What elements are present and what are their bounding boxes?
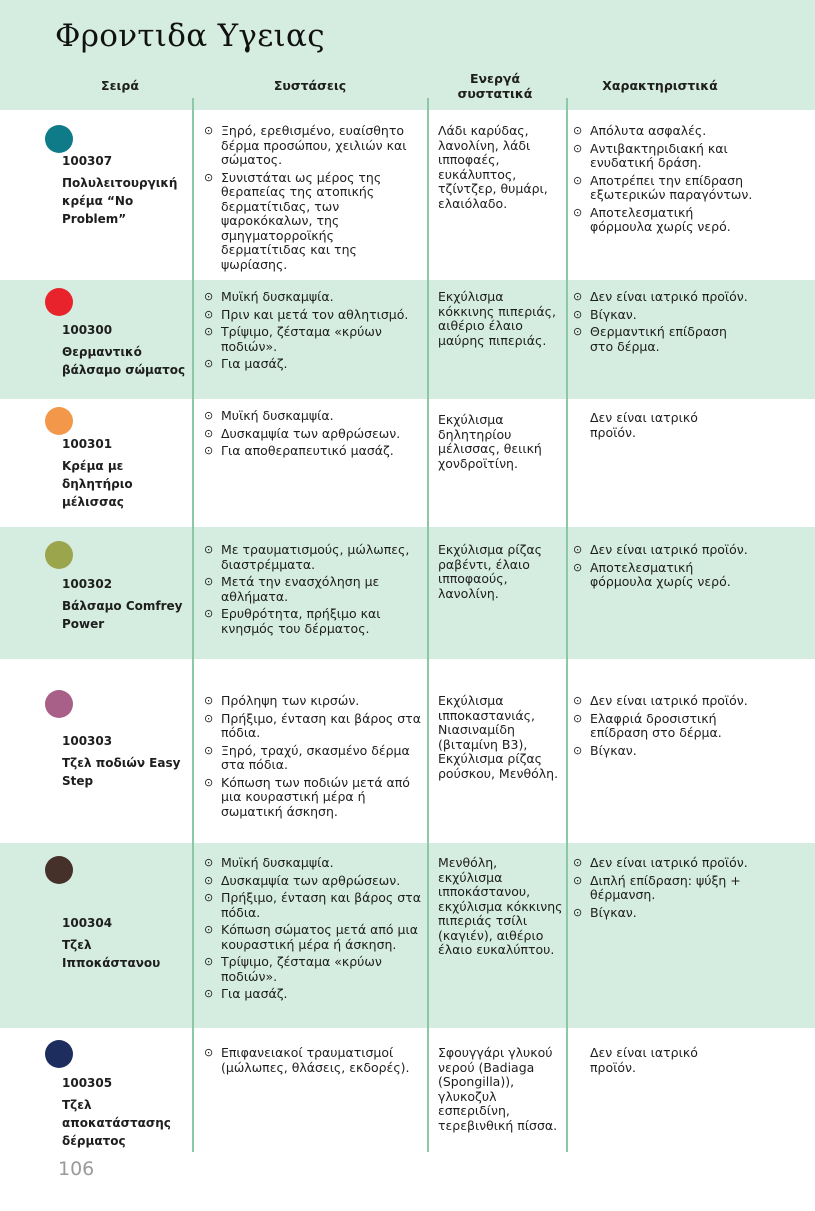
- recommendation-text: Επιφανειακοί τραυματισμοί (μώλωπες, θλάσεις, εκδορές).: [221, 1045, 410, 1075]
- list-item: [573, 174, 753, 203]
- recommendation-text: Ξηρό, τραχύ, σκασμένο δέρμα στα πόδια.: [221, 742, 410, 772]
- bullet-icon: ⊙: [573, 856, 583, 869]
- list-item: [573, 712, 753, 741]
- list-item: [573, 290, 753, 305]
- list-item: [204, 308, 422, 323]
- bullet-icon: ⊙: [204, 543, 214, 556]
- recommendations-list: [204, 543, 422, 639]
- list-item: [204, 357, 422, 372]
- list-item: [204, 856, 422, 871]
- recommendation-text: Συνιστάται ως μέρος της θεραπείας της ατοπικής δερματίτιδας, των ψαροκόκαλων, της σμηγματορροϊκής δερματίτιδας και της ψωρίασης.: [221, 169, 382, 272]
- list-item: [573, 543, 753, 558]
- bullet-icon: ⊙: [573, 205, 583, 219]
- features-list: [573, 543, 753, 593]
- color-swatch: [45, 541, 73, 569]
- list-item: [204, 712, 422, 741]
- list-item: [573, 856, 753, 871]
- feature-text: Βίγκαν.: [590, 306, 637, 322]
- recommendation-text: Πρήξιμο, ένταση και βάρος στα πόδια.: [221, 890, 421, 920]
- recommendations-list: [204, 1046, 422, 1078]
- active-ingredients: Σφουγγάρι γλυκού νερού (Badiaga (Spongilla)), γλυκοζυλ εσπεριδίνη, τερεβινθική πίσσα.: [438, 1045, 558, 1133]
- list-item: [573, 142, 753, 171]
- list-item: [204, 874, 422, 889]
- color-swatch: [45, 856, 73, 884]
- list-item: [204, 543, 422, 572]
- feature-text: Απόλυτα ασφαλές.: [590, 123, 707, 138]
- column-header-recommendations: Συστάσεις: [273, 78, 347, 93]
- color-swatch: [45, 1040, 73, 1068]
- recommendation-text: Κόπωση σώματος μετά από μια κουραστική μέρα ή άσκηση.: [221, 922, 418, 952]
- list-item: [204, 776, 422, 820]
- color-swatch: [45, 690, 73, 718]
- recommendation-text: Για μασάζ.: [221, 356, 288, 371]
- features-list: [573, 856, 753, 923]
- list-item: [204, 607, 422, 636]
- feature-text: Αποτελεσματική φόρμουλα χωρίς νερό.: [590, 559, 731, 589]
- list-item: [204, 955, 422, 984]
- active-ingredients: Εκχύλισμα ιπποκαστανιάς, Νιασιναμίδη (βιταμίνη B3), Εκχύλισμα ρίζας ρούσκου, Μενθόλη.: [438, 693, 559, 781]
- table-row: [0, 399, 815, 527]
- bullet-icon: ⊙: [573, 124, 583, 137]
- page-number: 106: [58, 1158, 95, 1180]
- list-item: [204, 694, 422, 709]
- color-swatch: [45, 407, 73, 435]
- recommendations-list: [204, 694, 422, 822]
- table-row: [0, 527, 815, 659]
- header-band: [0, 0, 815, 110]
- feature-text: Βίγκαν.: [590, 742, 637, 758]
- bullet-icon: ⊙: [204, 607, 214, 620]
- column-header-ingredients: Ενεργά συστατικά: [457, 71, 533, 101]
- recommendation-text: Τρίψιμο, ζέσταμα «κρύων ποδιών».: [221, 324, 382, 354]
- table-row: [0, 1028, 815, 1152]
- features-list: [573, 290, 753, 357]
- bullet-icon: ⊙: [204, 891, 214, 904]
- list-item: [573, 874, 753, 903]
- list-item: [573, 694, 753, 709]
- product-name: Τζελ Ιπποκάστανου: [62, 938, 161, 970]
- bullet-icon: ⊙: [573, 307, 583, 321]
- bullet-icon: ⊙: [204, 955, 214, 968]
- list-item: [204, 744, 422, 773]
- recommendation-text: Μυϊκή δυσκαμψία.: [221, 289, 334, 304]
- bullet-icon: ⊙: [204, 290, 214, 303]
- bullet-icon: ⊙: [204, 444, 214, 457]
- recommendation-text: Για μασάζ.: [221, 986, 288, 1001]
- bullet-icon: ⊙: [204, 923, 214, 936]
- recommendations-list: [204, 409, 422, 462]
- bullet-icon: ⊙: [573, 743, 583, 757]
- bullet-icon: ⊙: [573, 543, 583, 556]
- bullet-icon: ⊙: [204, 775, 214, 789]
- recommendation-text: Κόπωση των ποδιών μετά από μια κουραστική μέρα ή σωματική άσκηση.: [221, 774, 410, 819]
- bullet-icon: ⊙: [573, 141, 583, 155]
- bullet-icon: ⊙: [204, 987, 214, 1000]
- list-item: [204, 923, 422, 952]
- list-item: [573, 561, 753, 590]
- active-ingredients: Εκχύλισμα κόκκινης πιπεριάς, αιθέριο έλαιο μαύρης πιπεριάς.: [438, 289, 556, 348]
- product-code: 100300: [62, 323, 113, 337]
- list-item: [204, 427, 422, 442]
- product-code: 100301: [62, 437, 113, 451]
- bullet-icon: ⊙: [204, 124, 214, 137]
- recommendation-text: Τρίψιμο, ζέσταμα «κρύων ποδιών».: [221, 954, 382, 984]
- color-swatch: [45, 125, 73, 153]
- product-code: 100304: [62, 916, 113, 930]
- list-item: [204, 124, 422, 168]
- product-code: 100307: [62, 154, 113, 168]
- table-row: [0, 843, 815, 1028]
- bullet-icon: ⊙: [573, 290, 583, 303]
- list-item: [573, 124, 753, 139]
- column-header-features: Χαρακτηριστικά: [602, 78, 718, 93]
- bullet-icon: ⊙: [204, 426, 214, 440]
- recommendation-text: Ξηρό, ερεθισμένο, ευαίσθητο δέρμα προσώπου, χειλιών και σώματος.: [221, 123, 407, 167]
- bullet-icon: ⊙: [204, 694, 214, 707]
- bullet-icon: ⊙: [204, 409, 214, 422]
- color-swatch: [45, 288, 73, 316]
- product-name: Κρέμα με δηλητήριο μέλισσας: [62, 459, 133, 509]
- bullet-icon: ⊙: [573, 711, 583, 725]
- table-row: [0, 280, 815, 399]
- feature-text: Δεν είναι ιατρικό προϊόν.: [590, 1045, 698, 1075]
- product-name: Τζελ ποδιών Easy Step: [62, 756, 181, 788]
- feature-text: Αποτρέπει την επίδραση εξωτερικών παραγόντων.: [590, 172, 753, 202]
- column-header-series: Σειρά: [101, 78, 139, 93]
- recommendation-text: Μυϊκή δυσκαμψία.: [221, 855, 334, 870]
- feature-text: Δεν είναι ιατρικό προϊόν.: [590, 542, 748, 557]
- bullet-icon: ⊙: [573, 173, 583, 187]
- list-item: [573, 206, 753, 235]
- bullet-icon: ⊙: [204, 743, 214, 757]
- list-item: [573, 906, 753, 921]
- features-list: [573, 124, 753, 238]
- feature-text: Αποτελεσματική φόρμουλα χωρίς νερό.: [590, 204, 731, 234]
- list-item: [204, 891, 422, 920]
- bullet-icon: ⊙: [204, 357, 214, 370]
- table-row: [0, 659, 815, 843]
- feature-text: Αντιβακτηριδιακή και ενυδατική δράση.: [590, 140, 728, 170]
- feature-text: Βίγκαν.: [590, 904, 637, 920]
- recommendation-text: Ερυθρότητα, πρήξιμο και κνησμός του δέρματος.: [221, 606, 381, 636]
- product-code: 100303: [62, 734, 113, 748]
- bullet-icon: ⊙: [204, 307, 214, 321]
- recommendation-text: Δυσκαμψία των αρθρώσεων.: [221, 872, 401, 888]
- list-item: [573, 325, 753, 354]
- bullet-icon: ⊙: [573, 560, 583, 574]
- product-name: Θερμαντικό βάλσαμο σώματος: [62, 345, 186, 377]
- active-ingredients: Εκχύλισμα δηλητηρίου μέλισσας, θειική χονδροϊτίνη.: [438, 412, 542, 471]
- active-ingredients: Εκχύλισμα ρίζας ραβέντι, έλαιο ιπποφαούς, λανολίνη.: [438, 542, 542, 601]
- column-divider: [192, 98, 194, 1152]
- feature-text: Διπλή επίδραση: ψύξη + θέρμανση.: [590, 872, 741, 902]
- feature-text: Δεν είναι ιατρικό προϊόν.: [590, 693, 748, 708]
- bullet-icon: ⊙: [573, 905, 583, 919]
- list-item: [204, 444, 422, 459]
- bullet-icon: ⊙: [204, 325, 214, 338]
- bullet-icon: ⊙: [204, 575, 214, 588]
- column-divider: [566, 98, 568, 1152]
- recommendation-text: Μετά την ενασχόληση με αθλήματα.: [221, 574, 380, 604]
- recommendation-text: Πρήξιμο, ένταση και βάρος στα πόδια.: [221, 710, 421, 740]
- feature-text: Δεν είναι ιατρικό προϊόν.: [590, 855, 748, 870]
- recommendations-list: [204, 856, 422, 1005]
- bullet-icon: ⊙: [573, 694, 583, 707]
- page-title: Φροντιδα Υγειας: [55, 18, 325, 54]
- bullet-icon: ⊙: [204, 856, 214, 869]
- feature-text: Θερμαντική επίδραση στο δέρμα.: [590, 324, 727, 354]
- bullet-icon: ⊙: [573, 325, 583, 338]
- bullet-icon: ⊙: [204, 1046, 214, 1059]
- recommendation-text: Δυσκαμψία των αρθρώσεων.: [221, 425, 401, 441]
- recommendation-text: Για αποθεραπευτικό μασάζ.: [221, 443, 394, 458]
- table-row: [0, 110, 815, 280]
- list-item: [573, 744, 753, 759]
- list-item: [204, 575, 422, 604]
- active-ingredients: Μενθόλη, εκχύλισμα ιπποκάστανου, εκχύλισμα κόκκινης πιπεριάς τσίλι (καγιέν), αιθέριο έλαιο ευκαλύπτου.: [438, 855, 563, 957]
- recommendation-text: Πριν και μετά τον αθλητισμό.: [221, 306, 409, 322]
- recommendation-text: Με τραυματισμούς, μώλωπες, διαστρέμματα.: [221, 542, 410, 572]
- recommendations-list: [204, 290, 422, 375]
- list-item: [204, 409, 422, 424]
- bullet-icon: ⊙: [204, 170, 214, 184]
- bullet-icon: ⊙: [204, 873, 214, 887]
- active-ingredients: Λάδι καρύδας, λανολίνη, λάδι ιπποφαές, ευκάλυπτος, τζίντζερ, θυμάρι, ελαιόλαδο.: [438, 123, 548, 211]
- list-item: [204, 290, 422, 305]
- list-item: [204, 987, 422, 1002]
- product-code: 100302: [62, 577, 113, 591]
- list-item: [204, 1046, 422, 1075]
- bullet-icon: ⊙: [573, 873, 583, 887]
- list-item: [204, 171, 422, 273]
- column-divider: [427, 98, 429, 1152]
- recommendations-list: [204, 124, 422, 275]
- product-name: Τζελ αποκατάστασης δέρματος: [62, 1098, 171, 1148]
- product-code: 100305: [62, 1076, 113, 1090]
- list-item: [204, 325, 422, 354]
- features-list: [573, 694, 753, 761]
- list-item: [573, 308, 753, 323]
- feature-text: Δεν είναι ιατρικό προϊόν.: [590, 410, 698, 440]
- recommendation-text: Μυϊκή δυσκαμψία.: [221, 408, 334, 423]
- feature-text: Ελαφριά δροσιστική επίδραση στο δέρμα.: [590, 710, 722, 740]
- product-name: Βάλσαμο Comfrey Power: [62, 599, 183, 631]
- feature-text: Δεν είναι ιατρικό προϊόν.: [590, 289, 748, 304]
- product-name: Πολυλειτουργική κρέμα “No Problem”: [62, 176, 178, 226]
- recommendation-text: Πρόληψη των κιρσών.: [221, 693, 360, 708]
- bullet-icon: ⊙: [204, 711, 214, 725]
